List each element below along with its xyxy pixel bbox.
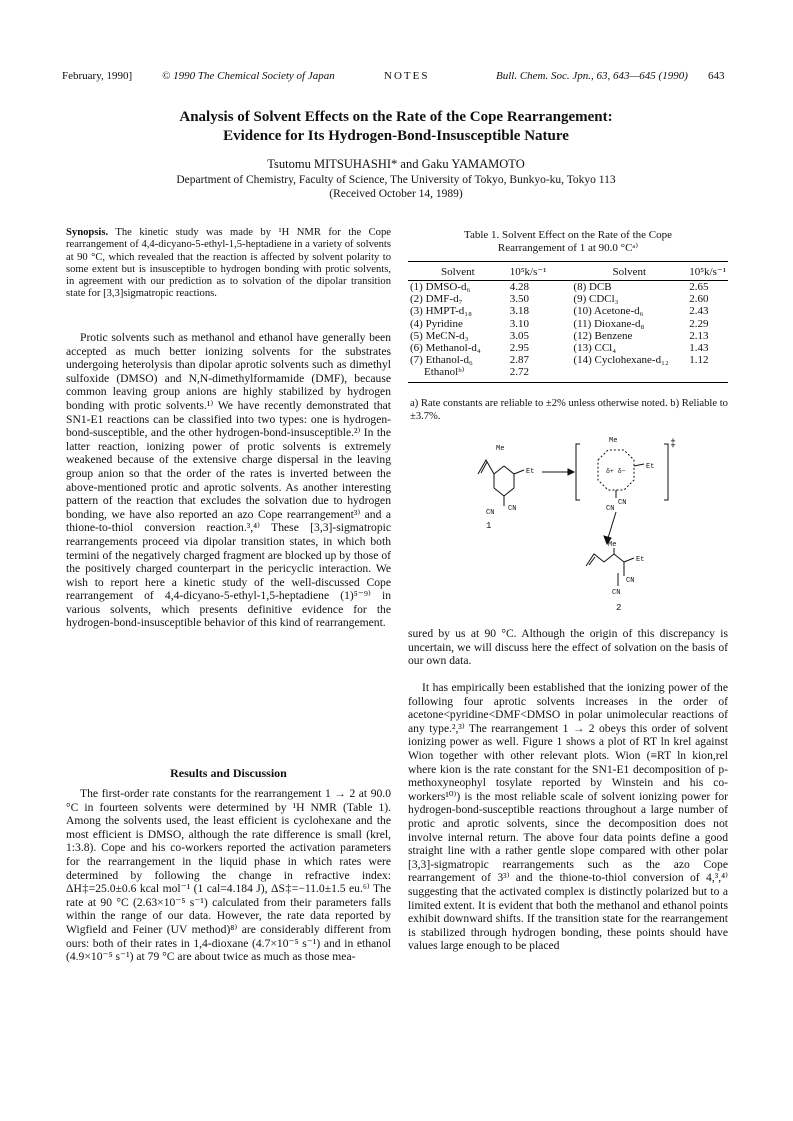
table-row xyxy=(408,366,728,382)
me-label-ts: Me xyxy=(609,437,618,445)
cn-label-1a: CN xyxy=(486,509,495,517)
table-row xyxy=(408,342,728,354)
table-row xyxy=(408,318,728,330)
synopsis-label: Synopsis. xyxy=(66,227,109,238)
table-cell: (6) Methanol-d₄ xyxy=(410,342,481,355)
table-row xyxy=(408,293,728,305)
reaction-arrow xyxy=(542,469,574,475)
table-cell: (10) Acetone-d₆ xyxy=(573,305,644,318)
table-cell: (5) MeCN-d₃ xyxy=(410,329,469,342)
table-footnote: a) Rate constants are reliable to ±2% unless otherwise noted. b) Reliable to ±3.7%. xyxy=(410,398,728,422)
table-cell: 2.95 xyxy=(509,342,529,355)
synopsis xyxy=(66,227,391,301)
cn-label-2b: CN xyxy=(612,589,621,597)
intro-paragraph: Protic solvents such as methanol and ethanol have generally been accepted as much better ionizing solvents for the substrates undergoing heterolysis than dipolar aprotic solvents such as dimethyl sulfoxide (DMSO) and N,N-dimethylformamide (DMF), because common leaving group anions are highly stabilized by hydrogen bonding with protic solvents.¹⁾ We have recently demonstrated that SN1-E1 reactions can be classified into two types: one is hydrogen-bond-susceptible, and the other hydrogen-bond-insusceptible.²⁾ In the latter reaction, ionizing power of protic solvents is extremely weakened because of the extensive charge dispersal in the leaving group anion so that the order of the rates is inverted between the above-mentioned protic and aprotic solvents. As another interesting pattern of the reaction that excludes the solvation due to hydrogen bonding, we have also reported an azo Cope rearrangement³⁾ and a thione-to-thiol conversion reaction.³,⁴⁾ These [3,3]-sigmatropic rearrangements proceed via dipolar transition states, in which both termini of the negatively charged fragment are blocked up by those of the positively charged counterpart in the pericyclic interaction. We wish to report here a kinetic study of the well-discussed Cope rearrangement of 4,4-dicyano-5-ethyl-1,5-heptadiene (1)⁵⁻⁹⁾ in various solvents, which presents definitive evidence for the hydrogen-bond-insusceptible behavior of this kind of rearrangement. xyxy=(66,331,391,630)
table-header-solvent-2: Solvent xyxy=(571,262,687,281)
affiliation-block xyxy=(62,173,730,201)
header-date: February, 1990] xyxy=(62,70,133,82)
table-cell: (1) DMSO-d₆ xyxy=(410,281,471,293)
transition-state-mark: ‡ xyxy=(670,439,677,450)
table-row xyxy=(408,305,728,317)
table-cell: (7) Ethanol-d₆ xyxy=(410,354,473,367)
table-cell: 2.13 xyxy=(689,329,709,342)
table-cell: (9) CDCl₃ xyxy=(573,293,619,306)
results-paragraph: The first-order rate constants for the rearrangement 1 → 2 at 90.0 °C in fourteen solvents were determined by ¹H NMR (Table 1). Among the solvents used, the least efficient is cyclohexane and the most efficient is DMSO, although the rate difference is small (krel, 1:3.8). Cope and his co-workers reported the activation parameters for the rearrangement in the liquid phase in which rates were determined by following the change in refractive index: ΔH‡=25.0±0.6 kcal mol⁻¹ (1 cal=4.184 J), ΔS‡=−11.0±1.5 eu.⁶⁾ The rate at 90 °C (2.63×10⁻⁵ s⁻¹) calculated from their parameters falls within the range of our data. However, the rate data reported by Wigfield and Feiner (UV method)⁸⁾ are considerably different from ours: both of their rates in 1,4-dioxane (4.7×10⁻⁵ s⁻¹) and in ethanol (4.9×10⁻⁵ s⁻¹) at 79 °C are about twice as much as those mea- xyxy=(66,787,391,964)
discussion-paragraph-2: It has empirically been established that the ionizing power of the following four aprotic solvents increases in the order of acetone<pyridine<DMF<DMSO in polar unimolecular reactions of any type.²,³⁾ The rearrangement 1 → 2 obeys this order of solvent ionizing power as well. Figure 1 shows a plot of RT ln krel against Wion together with other relevant plots. Wion (≡RT ln kion,rel where kion is the rate constant for the SN1-E1 decomposition of p-methoxyneophyl tosylate reported by Winstein and his co-workers¹⁰⁾) is the most reliable scale of solvent ionizing power for hydrogen-bond-susceptible reactions throughout a large number of protic and aprotic solvents, since the decomposition does not involve internal return. The above four data points define a good straight line with a rather gentle slope compared with other polar [3,3]-sigmatropic rearrangements such as the azo Cope rearrangement of 3³⁾ and the thione-to-thiol conversion of 4,³,⁴⁾ suggesting that the activated complex is distinctly polarized but to a limited extent. It is evident that both the methanol and ethanol points exhibit downward shifts. If the transition state for the rearrangement is stabilized through hydrogen bonding, these points should have values large enough to be placed xyxy=(408,681,728,953)
affiliation: Department of Chemistry, Faculty of Science, The University of Tokyo, Bunkyo-ku, Tokyo 113 xyxy=(176,174,616,186)
table-cell: (12) Benzene xyxy=(573,329,633,342)
table-cell: 2.60 xyxy=(689,293,709,306)
table-cell: (4) Pyridine xyxy=(410,317,463,330)
table-cell: 2.29 xyxy=(689,317,709,330)
table-cell: 3.10 xyxy=(509,317,529,330)
discussion-paragraph-1: sured by us at 90 °C. Although the origin of this discrepancy is uncertain, we will discuss here the effect of solvation on the basis of our own data. xyxy=(408,627,728,668)
header-page: 643 xyxy=(708,70,725,82)
cn-label-2a: CN xyxy=(626,577,635,585)
table-cell: 1.12 xyxy=(689,354,709,367)
table-cell: 3.50 xyxy=(509,293,529,306)
header-journal: Bull. Chem. Soc. Jpn., 63, 643—645 (1990) xyxy=(496,70,688,82)
authors: Tsutomu MITSUHASHI* and Gaku YAMAMOTO xyxy=(267,157,525,171)
et-label-2: Et xyxy=(636,556,645,564)
table-cell: 3.05 xyxy=(509,329,529,342)
me-label-2: Me xyxy=(608,541,617,549)
table-cell: 2.72 xyxy=(508,366,572,382)
rate-table xyxy=(408,261,728,383)
results-paragraph-wrap xyxy=(66,787,391,964)
table-cell: 2.65 xyxy=(689,281,709,293)
discussion-paragraph-1-wrap xyxy=(408,627,728,668)
table-cell: (8) DCB xyxy=(573,281,612,293)
running-header xyxy=(62,70,730,88)
table-cell: 1.43 xyxy=(689,342,709,355)
table-header-solvent-1: Solvent xyxy=(408,262,508,281)
table-cell: (2) DMF-d₇ xyxy=(410,293,463,306)
section-heading: Results and Discussion xyxy=(170,766,287,780)
reaction-scheme xyxy=(468,436,698,616)
table-cell xyxy=(687,366,728,382)
et-label-1: Et xyxy=(526,468,535,476)
discussion-paragraph-2-wrap xyxy=(408,681,728,953)
title-line-1: Analysis of Solvent Effects on the Rate of the Cope Rearrangement: xyxy=(179,109,613,125)
compound-1-structure xyxy=(478,460,524,506)
et-label-ts: Et xyxy=(646,463,655,471)
table-caption-line-1: Table 1. Solvent Effect on the Rate of the Cope xyxy=(464,229,672,241)
table-cell: 2.43 xyxy=(689,305,709,318)
table-header-rate-2: 10⁵k/s⁻¹ xyxy=(687,262,728,281)
cn-label-ts-b: CN xyxy=(606,505,615,513)
header-section: NOTES xyxy=(384,70,430,82)
table-cell: (13) CCl₄ xyxy=(573,342,617,355)
table-caption xyxy=(408,229,728,255)
table-row xyxy=(408,354,728,366)
table-cell: 4.28 xyxy=(509,281,529,293)
table-row xyxy=(408,281,728,294)
me-label-1: Me xyxy=(496,445,505,453)
ts-charges: δ+ δ− xyxy=(606,468,626,475)
table-header-rate-1: 10⁵k/s⁻¹ xyxy=(508,262,572,281)
table-caption-line-2: Rearrangement of 1 at 90.0 °Cᵃ⁾ xyxy=(497,242,639,254)
compound-label-1: 1 xyxy=(486,521,492,531)
product-arrow xyxy=(604,512,616,544)
compound-label-2: 2 xyxy=(616,603,622,613)
received-date: (Received October 14, 1989) xyxy=(329,188,463,200)
article-title xyxy=(62,108,730,146)
table-cell: (11) Dioxane-d₈ xyxy=(573,317,645,330)
table-header-row xyxy=(408,262,728,281)
cn-label-1b: CN xyxy=(508,505,517,513)
table-cell xyxy=(571,366,687,382)
title-line-2: Evidence for Its Hydrogen-Bond-Insusceptible Nature xyxy=(223,128,569,144)
table-cell: 3.18 xyxy=(509,305,529,318)
table-cell: 2.87 xyxy=(509,354,529,367)
table-cell: (3) HMPT-d₁₈ xyxy=(410,305,472,318)
table-row xyxy=(408,330,728,342)
table-cell: (14) Cyclohexane-d₁₂ xyxy=(573,354,669,367)
header-copyright: © 1990 The Chemical Society of Japan xyxy=(162,70,335,82)
synopsis-text: The kinetic study was made by ¹H NMR for the Cope rearrangement of 4,4-dicyano-5-ethyl-1,5-heptadiene in a variety of solvents at 90 °C, which revealed that the reaction is affected by solvent polarity to some extent but is insusceptible to hydrogen bonding with protic solvents, in agreement with our prediction as to solvation of the dipolar transition state for [3,3]sigmatropic reactions. xyxy=(66,227,391,300)
cn-label-ts-a: CN xyxy=(618,499,627,507)
intro-paragraph-wrap xyxy=(66,331,391,630)
table-cell: Ethanolᵇ⁾ xyxy=(408,366,508,382)
